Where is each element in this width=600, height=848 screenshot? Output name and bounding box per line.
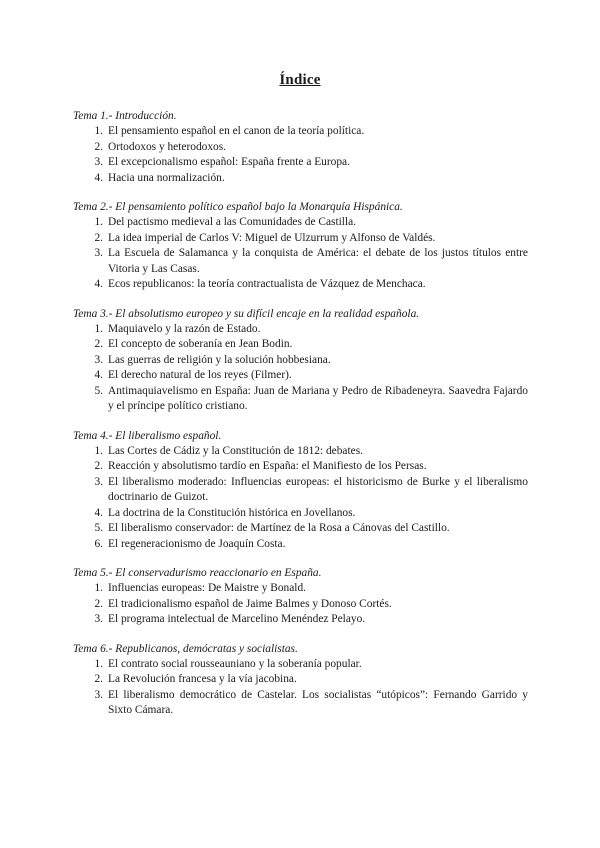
- item-text: La idea imperial de Carlos V: Miguel de Ulzurrum y Alfonso de Valdés.: [108, 231, 436, 244]
- item-number: 4.: [94, 506, 103, 519]
- list-item: [73, 337, 528, 353]
- list-item: [73, 322, 528, 338]
- section-tema-4: [73, 428, 528, 553]
- list-item: [73, 353, 528, 369]
- list-item: [73, 215, 528, 231]
- section-items: [73, 581, 528, 628]
- item-text: El derecho natural de los reyes (Filmer).: [108, 369, 292, 381]
- list-item: [73, 171, 528, 187]
- section-heading: Tema 4.- El liberalismo español.: [73, 429, 222, 442]
- item-text: El tradicionalismo español de Jaime Balmes y Donoso Cortés.: [108, 597, 392, 610]
- item-number: 4.: [94, 171, 103, 184]
- list-item: [73, 672, 528, 688]
- list-item: [73, 521, 528, 537]
- item-text: Reacción y absolutismo tardío en España: el Manifiesto de los Persas.: [108, 460, 427, 472]
- item-text: Ecos republicanos: la teoría contractualista de Vázquez de Menchaca.: [108, 278, 426, 290]
- item-number: 1.: [94, 582, 103, 594]
- item-number: 6.: [94, 537, 103, 550]
- list-item: [73, 155, 528, 171]
- item-number: 1.: [94, 444, 103, 457]
- item-number: 2.: [94, 673, 103, 685]
- item-number: 4.: [94, 278, 103, 290]
- item-number: 2.: [94, 338, 103, 350]
- list-item: [73, 581, 528, 597]
- item-number: 2.: [94, 460, 103, 472]
- section-tema-3: [73, 306, 528, 415]
- section-tema-6: [73, 641, 528, 719]
- item-text: Las Cortes de Cádiz y la Constitución de 1812: debates.: [108, 444, 363, 457]
- item-number: 3.: [94, 156, 103, 168]
- item-number: 5.: [94, 384, 103, 397]
- item-number: 1.: [94, 216, 103, 228]
- section-items: [73, 215, 528, 293]
- item-number: 1.: [94, 657, 103, 670]
- item-text: El excepcionalismo español: España frente a Europa.: [108, 156, 350, 168]
- item-text: El contrato social rousseauniano y la soberanía popular.: [108, 657, 362, 670]
- list-item: [73, 657, 528, 673]
- section-heading: Tema 6.- Republicanos, demócratas y socialistas.: [73, 642, 298, 655]
- item-text: El liberalismo conservador: de Martínez de la Rosa a Cánovas del Castillo.: [108, 522, 450, 534]
- section-heading: Tema 2.- El pensamiento político español bajo la Monarquía Hispánica.: [73, 201, 403, 213]
- list-item: [73, 277, 528, 293]
- section-heading: Tema 5.- El conservadurismo reaccionario en España.: [73, 567, 322, 579]
- item-number: 1.: [94, 322, 103, 335]
- item-text: El liberalismo democrático de Castelar. Los socialistas “utópicos”: Fernando Garrido y Sixto Cámara.: [108, 688, 528, 716]
- item-text: Ortodoxos y heterodoxos.: [108, 140, 227, 153]
- item-number: 3.: [94, 475, 103, 488]
- item-number: 3.: [94, 353, 103, 366]
- section-items: [73, 444, 528, 553]
- item-number: 5.: [94, 522, 103, 534]
- section-tema-5: [73, 565, 528, 628]
- item-text: El liberalismo moderado: Influencias europeas: el historicismo de Burke y el liberalismo doctrinario de Guizot.: [108, 475, 528, 503]
- list-item: [73, 506, 528, 522]
- item-text: El regeneracionismo de Joaquín Costa.: [108, 537, 286, 550]
- list-item: [73, 688, 528, 719]
- item-text: La Revolución francesa y la vía jacobina.: [108, 673, 297, 685]
- item-text: Antimaquiavelismo en España: Juan de Mariana y Pedro de Ribadeneyra. Saavedra Fajardo y el príncipe político cristiano.: [108, 384, 528, 412]
- section-items: [73, 124, 528, 186]
- list-item: [73, 444, 528, 460]
- item-number: 3.: [94, 613, 103, 625]
- list-item: [73, 475, 528, 506]
- list-item: [73, 612, 528, 628]
- table-of-contents: [73, 108, 528, 732]
- item-number: 3.: [94, 688, 103, 701]
- list-item: [73, 246, 528, 277]
- item-number: 2.: [94, 597, 103, 610]
- section-tema-2: [73, 199, 528, 293]
- item-number: 4.: [94, 369, 103, 381]
- section-items: [73, 657, 528, 719]
- list-item: [73, 459, 528, 475]
- item-text: El pensamiento español en el canon de la teoría política.: [108, 125, 365, 137]
- list-item: [73, 368, 528, 384]
- section-heading: Tema 1.- Introducción.: [73, 110, 177, 122]
- item-text: La doctrina de la Constitución histórica en Jovellanos.: [108, 506, 356, 519]
- item-text: Las guerras de religión y la solución hobbesiana.: [108, 353, 331, 366]
- list-item: [73, 140, 528, 156]
- list-item: [73, 597, 528, 613]
- list-item: [73, 537, 528, 553]
- item-number: 1.: [94, 125, 103, 137]
- item-text: El programa intelectual de Marcelino Menéndez Pelayo.: [108, 613, 366, 625]
- page-title: Índice: [279, 72, 321, 88]
- section-items: [73, 322, 528, 415]
- item-text: La Escuela de Salamanca y la conquista de América: el debate de los justos títulos entre Vitoria y Las Casas.: [108, 247, 528, 275]
- section-heading: Tema 3.- El absolutismo europeo y su difícil encaje en la realidad española.: [73, 307, 420, 320]
- item-number: 2.: [94, 231, 103, 244]
- item-text: Influencias europeas: De Maistre y Bonald.: [108, 582, 307, 594]
- item-text: Del pactismo medieval a las Comunidades de Castilla.: [108, 216, 357, 228]
- item-number: 3.: [94, 247, 103, 259]
- section-tema-1: [73, 108, 528, 186]
- item-text: El concepto de soberanía en Jean Bodin.: [108, 338, 293, 350]
- item-text: Hacia una normalización.: [108, 171, 225, 184]
- item-text: Maquiavelo y la razón de Estado.: [108, 322, 261, 335]
- list-item: [73, 124, 528, 140]
- list-item: [73, 384, 528, 415]
- list-item: [73, 231, 528, 247]
- item-number: 2.: [94, 140, 103, 153]
